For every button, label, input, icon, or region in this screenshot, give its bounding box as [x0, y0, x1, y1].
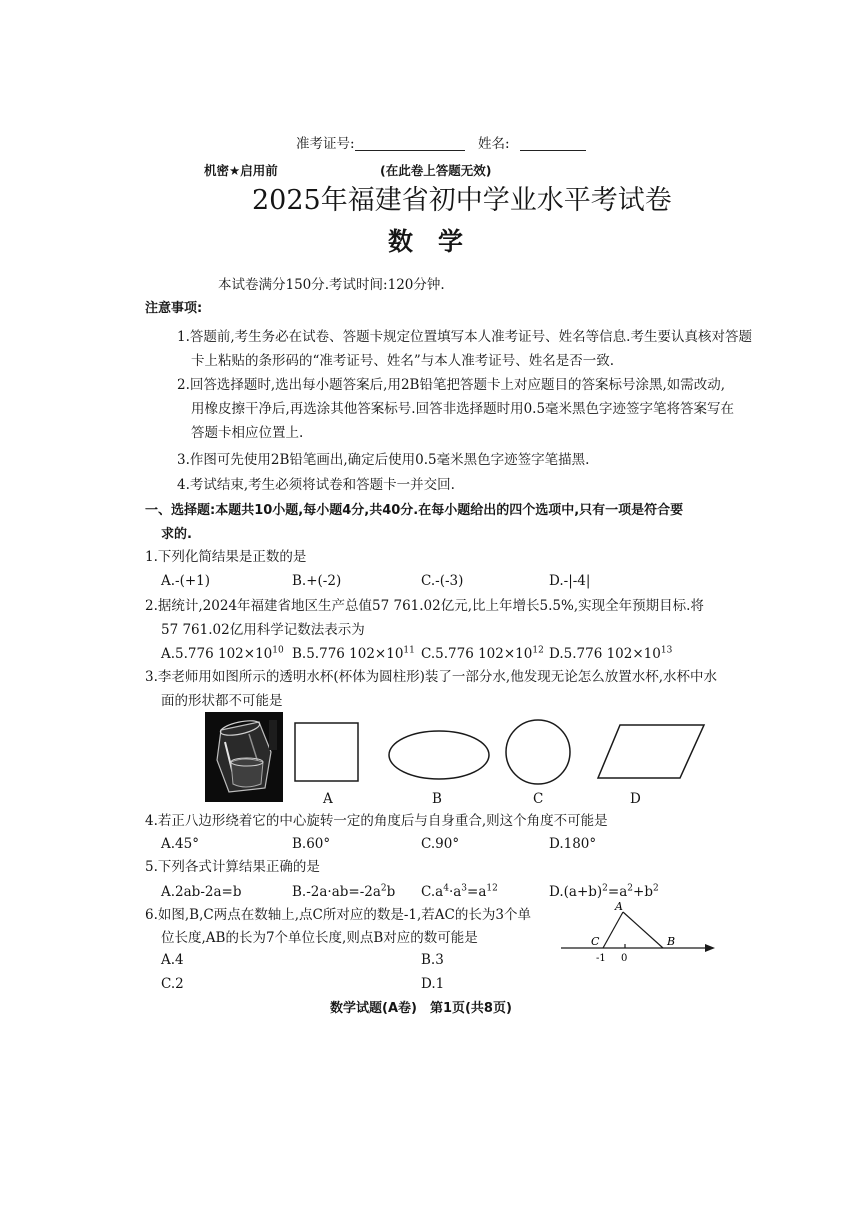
- q3-label-b: B: [432, 791, 442, 807]
- q6-option-a[interactable]: A.4: [161, 952, 184, 968]
- note-line: 卡上粘贴的条形码的“准考证号、姓名”与本人准考证号、姓名是否一致.: [191, 353, 615, 369]
- q3-option-a-square[interactable]: [293, 721, 361, 785]
- q3-option-c-circle[interactable]: [503, 717, 573, 787]
- q4-option-c[interactable]: C.90°: [421, 836, 460, 852]
- tick-neg1-label: -1: [596, 953, 606, 964]
- q5-stem: 5.下列各式计算结果正确的是: [145, 859, 320, 875]
- note-line: 2.回答选择题时,选出每小题答案后,用2B铅笔把答题卡上对应题目的答案标号涂黑,如需改动,: [177, 377, 726, 393]
- q3-stem: 3.李老师用如图所示的透明水杯(杯体为圆柱形)装了一部分水,他发现无论怎么放置水杯,水杯中水: [145, 669, 717, 685]
- q3-label-d: D: [630, 791, 641, 807]
- q6-stem-cont: 位长度,AB的长为7个单位长度,则点B对应的数可能是: [161, 930, 478, 946]
- q5-option-c[interactable]: $C.a^4\cdot a^3=a^{12}$: [421, 883, 498, 900]
- triangle-side-ab: [623, 912, 663, 948]
- q6-option-d[interactable]: D.1: [421, 976, 445, 992]
- invalid-note: (在此卷上答题无效): [380, 163, 492, 178]
- q2-option-d[interactable]: D.5.776 $102\times 10^{13}$: [549, 645, 673, 662]
- note-line: 1.答题前,考生务必在试卷、答题卡规定位置填写本人准考证号、姓名等信息.考生要认真核对答题: [177, 329, 752, 345]
- q2-option-a[interactable]: A.5.776 $102\times 10^{10}$: [161, 645, 284, 662]
- q1-option-c[interactable]: C.-(-3): [421, 573, 464, 589]
- point-a-label: A: [615, 900, 623, 913]
- subject-title: 数 学: [388, 227, 464, 256]
- section-heading: 一、选择题:本题共10小题,每小题4分,共40分.在每小题给出的四个选项中,只有一项是符合要: [145, 503, 684, 518]
- q4-option-a[interactable]: A.45°: [161, 836, 199, 852]
- q4-option-d[interactable]: D.180°: [549, 836, 597, 852]
- triangle-side-ca: [603, 912, 623, 948]
- q6-option-b[interactable]: B.3: [421, 952, 444, 968]
- water-cup-photo: [205, 712, 283, 802]
- number-line-arrow: [705, 944, 715, 952]
- q5-option-a[interactable]: A.2ab-2a=b: [161, 884, 242, 900]
- exam-title: 2025年福建省初中学业水平考试卷: [252, 185, 672, 216]
- section-heading-cont: 求的.: [161, 527, 192, 542]
- point-c-label: C: [591, 935, 600, 948]
- q3-label-c: C: [533, 791, 544, 807]
- q3-label-a: A: [323, 791, 333, 807]
- name-blank[interactable]: [520, 140, 586, 151]
- exam-id-label: 准考证号:: [296, 136, 355, 152]
- note-line: 4.考试结束,考生必须将试卷和答题卡一并交回.: [177, 477, 455, 493]
- q1-stem: 1.下列化简结果是正数的是: [145, 549, 307, 565]
- q3-stem-cont: 面的形状都不可能是: [161, 693, 283, 709]
- q2-stem-cont: 57 761.02亿用科学记数法表示为: [161, 622, 365, 638]
- q4-option-b[interactable]: B.60°: [292, 836, 331, 852]
- secret-mark: 机密★启用前: [204, 163, 278, 178]
- q1-option-b[interactable]: B.+(-2): [292, 573, 342, 589]
- q5-option-d[interactable]: $D.(a+b)^2=a^2+b^2$: [549, 883, 659, 900]
- point-b-label: B: [667, 935, 676, 948]
- q1-option-d[interactable]: D.-|-4|: [549, 573, 591, 589]
- q2-stem: 2.据统计,2024年福建省地区生产总值57 761.02亿元,比上年增长5.5%,实现全年预期目标.将: [145, 598, 704, 614]
- score-info: 本试卷满分150分.考试时间:120分钟.: [218, 277, 445, 293]
- q2-option-b[interactable]: B.5.776 $102\times 10^{11}$: [292, 645, 415, 662]
- q1-option-a[interactable]: A.-(+1): [161, 573, 211, 589]
- q5-option-b[interactable]: $B.-2a\cdot ab=-2a^2b$: [292, 883, 396, 900]
- notes-heading: 注意事项:: [145, 301, 203, 316]
- q6-number-line-figure: [555, 898, 720, 968]
- page-footer: 数学试题(A卷) 第1页(共8页): [330, 1001, 512, 1016]
- name-label: 姓名:: [478, 136, 510, 152]
- q6-option-c[interactable]: C.2: [161, 976, 184, 992]
- q3-option-d-parallelogram[interactable]: [596, 722, 706, 782]
- q4-stem: 4.若正八边形绕着它的中心旋转一定的角度后与自身重合,则这个角度不可能是: [145, 813, 608, 829]
- note-line: 3.作图可先使用2B铅笔画出,确定后使用0.5毫米黑色字迹签字笔描黑.: [177, 452, 590, 468]
- tick-zero-label: 0: [621, 953, 628, 964]
- q3-option-b-ellipse[interactable]: [387, 729, 491, 783]
- q6-stem: 6.如图,B,C两点在数轴上,点C所对应的数是-1,若AC的长为3个单: [145, 907, 531, 923]
- note-line: 答题卡相应位置上.: [191, 425, 304, 441]
- q2-option-c[interactable]: C.5.776 $102\times 10^{12}$: [421, 645, 544, 662]
- note-line: 用橡皮擦干净后,再选涂其他答案标号.回答非选择题时用0.5毫米黑色字迹签字笔将答案写在: [191, 401, 735, 417]
- exam-id-blank[interactable]: [355, 140, 465, 151]
